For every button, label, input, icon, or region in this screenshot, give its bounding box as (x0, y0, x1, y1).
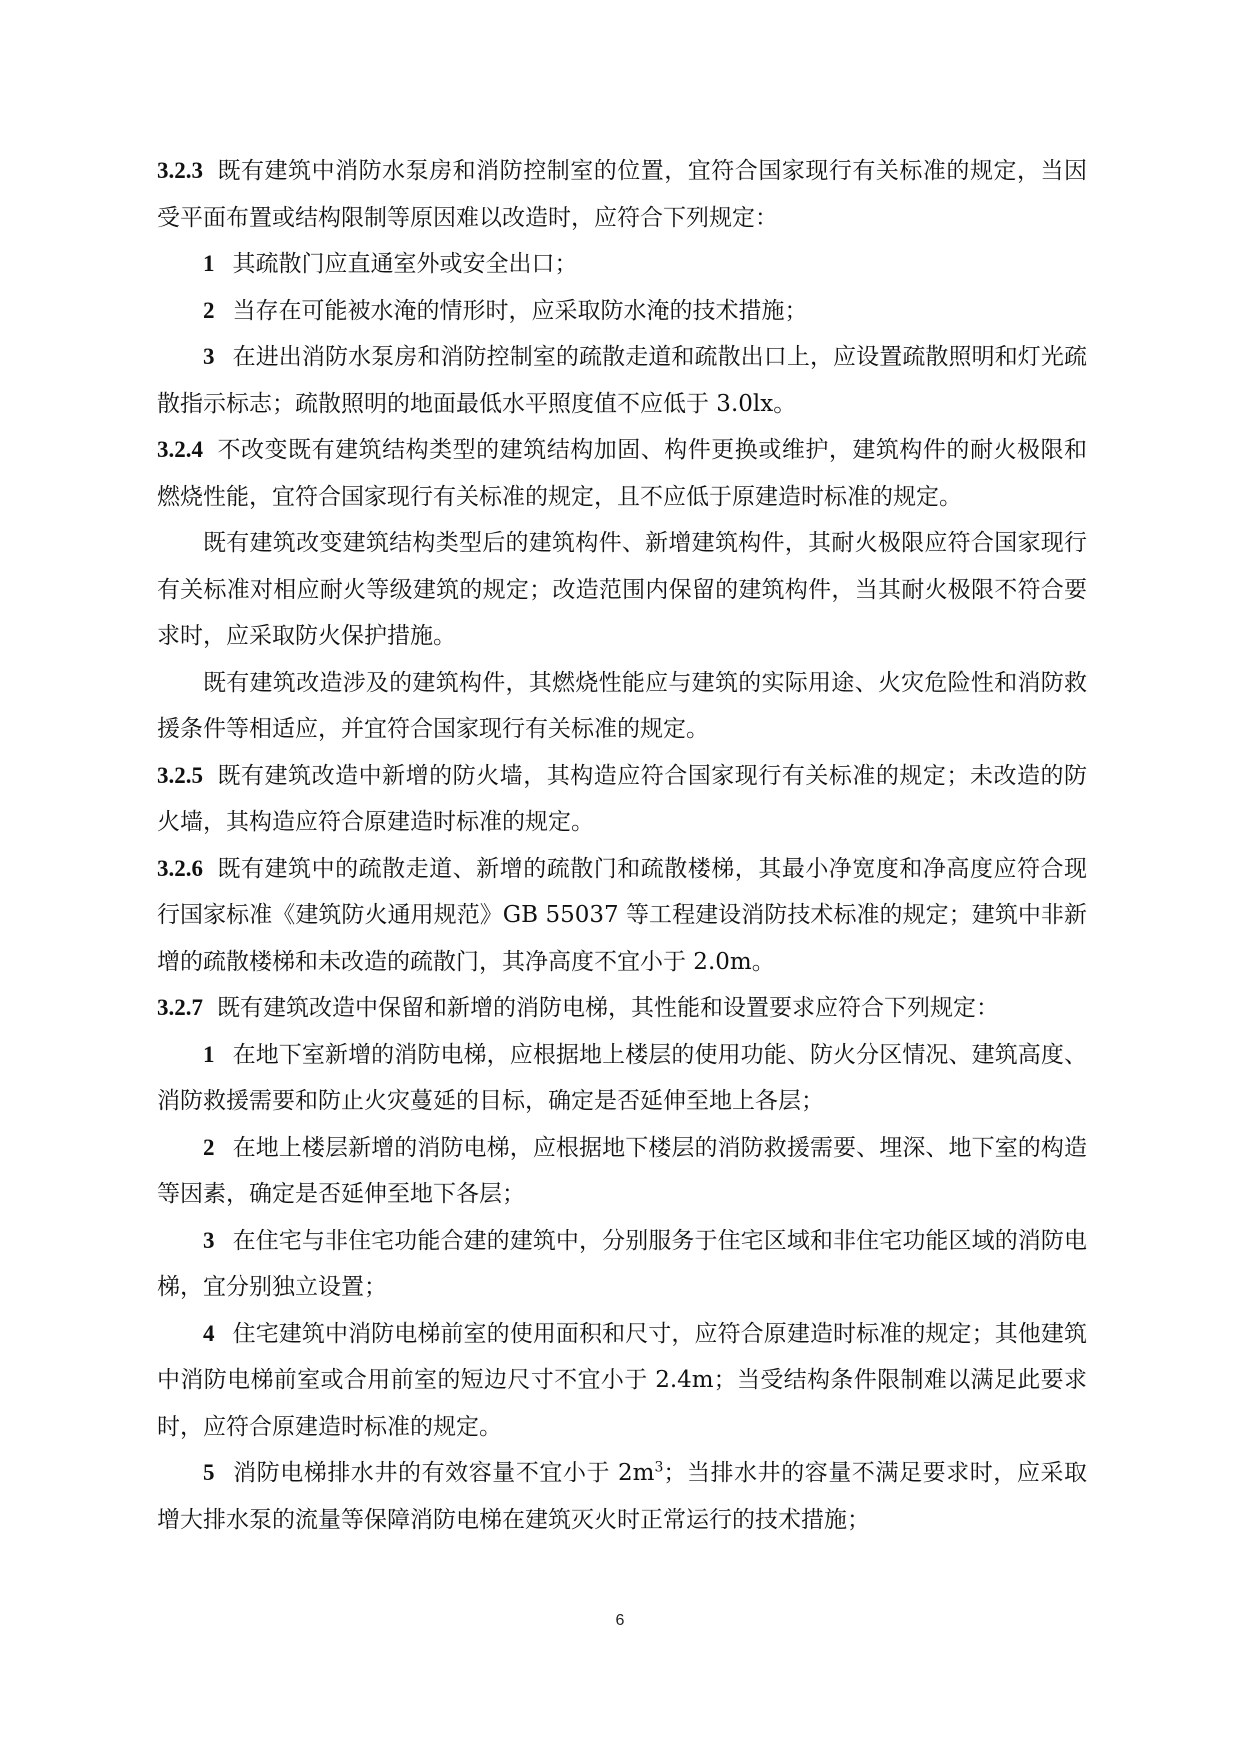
item-number: 2 (203, 1134, 215, 1160)
clause-3-2-7 (157, 985, 1087, 1032)
item-4 (157, 1311, 1087, 1451)
clause-3-2-4 (157, 427, 1087, 520)
item-number: 2 (203, 297, 215, 323)
clause-text: 既有建筑改造中保留和新增的消防电梯，其性能和设置要求应符合下列规定： (217, 995, 999, 1021)
item-text: 在地下室新增的消防电梯，应根据地上楼层的使用功能、防火分区情况、建筑高度、消防救援需要和防止火灾蔓延的目标，确定是否延伸至地上各层； (157, 1041, 1087, 1114)
item-number: 3 (203, 344, 215, 369)
item-text: 住宅建筑中消防电梯前室的使用面积和尺寸，应符合原建造时标准的规定；其他建筑中消防电梯前室或合用前室的短边尺寸不宜小于 2.4m；当受结构条件限制难以满足此要求时，应符合原建造时标准的规定。 (157, 1320, 1087, 1440)
clause-3-2-5 (157, 753, 1087, 846)
clause-number: 3.2.5 (157, 762, 203, 788)
superscript-exponent: 3 (654, 1459, 664, 1476)
item-2 (157, 288, 1087, 335)
item-5 (157, 1450, 1087, 1543)
clause-3-2-6 (157, 846, 1087, 986)
item-number: 1 (203, 251, 215, 276)
clause-text: 既有建筑中消防水泵房和消防控制室的位置，宜符合国家现行有关标准的规定，当因受平面布置或结构限制等原因难以改造时，应符合下列规定： (157, 158, 1087, 231)
item-number: 1 (203, 1041, 215, 1067)
item-text: 在住宅与非住宅功能合建的建筑中，分别服务于住宅区域和非住宅功能区域的消防电梯，宜分别独立设置； (157, 1227, 1087, 1300)
item-1 (157, 241, 1087, 288)
document-body (157, 148, 1087, 1543)
item-3 (157, 334, 1087, 427)
item-text-before: 消防电梯排水井的有效容量不宜小于 2m (232, 1460, 655, 1486)
clause-text: 既有建筑改造中新增的防火墙，其构造应符合国家现行有关标准的规定；未改造的防火墙，其构造应符合原建造时标准的规定。 (157, 762, 1087, 835)
page-number: 6 (615, 1612, 625, 1629)
item-text: 当存在可能被水淹的情形时，应采取防水淹的技术措施； (232, 297, 808, 324)
item-text: 在进出消防水泵房和消防控制室的疏散走道和疏散出口上，应设置疏散照明和灯光疏散指示标志；疏散照明的地面最低水平照度值不应低于 3.0lx。 (157, 344, 1087, 417)
item-2 (157, 1125, 1087, 1218)
item-number: 4 (203, 1320, 215, 1346)
item-1 (157, 1032, 1087, 1125)
item-text-after: ；当排水井的容量不满足要求时，应采取增大排水泵的流量等保障消防电梯在建筑灭火时正常运行的技术措施； (157, 1460, 1087, 1533)
clause-3-2-3 (157, 148, 1087, 241)
item-text: 其疏散门应直通室外或安全出口； (232, 251, 578, 277)
clause-3-2-4-paragraph-2: 既有建筑改变建筑结构类型后的建筑构件、新增建筑构件，其耐火极限应符合国家现行有关标准对相应耐火等级建筑的规定；改造范围内保留的建筑构件，当其耐火极限不符合要求时，应采取防火保护措施。 (157, 530, 1087, 649)
clause-text: 不改变既有建筑结构类型的建筑结构加固、构件更换或维护，建筑构件的耐火极限和燃烧性能，宜符合国家现行有关标准的规定，且不应低于原建造时标准的规定。 (157, 437, 1087, 510)
clause-number: 3.2.7 (157, 995, 203, 1020)
item-3 (157, 1218, 1087, 1311)
clause-number: 3.2.3 (157, 158, 203, 183)
item-number: 5 (203, 1460, 215, 1485)
clause-number: 3.2.6 (157, 855, 203, 881)
clause-text: 既有建筑中的疏散走道、新增的疏散门和疏散楼梯，其最小净宽度和净高度应符合现行国家标准《建筑防火通用规范》GB 55037 等工程建设消防技术标准的规定；建筑中非新增的疏散楼梯和未改造的疏散门，其净高度不宜小于 2.0m。 (157, 855, 1087, 975)
clause-3-2-4-paragraph-3: 既有建筑改造涉及的建筑构件，其燃烧性能应与建筑的实际用途、火灾危险性和消防救援条件等相适应，并宜符合国家现行有关标准的规定。 (157, 669, 1087, 742)
clause-number: 3.2.4 (157, 437, 203, 462)
item-text: 在地上楼层新增的消防电梯，应根据地下楼层的消防救援需要、埋深、地下室的构造等因素，确定是否延伸至地下各层； (157, 1134, 1087, 1207)
item-number: 3 (203, 1227, 215, 1253)
